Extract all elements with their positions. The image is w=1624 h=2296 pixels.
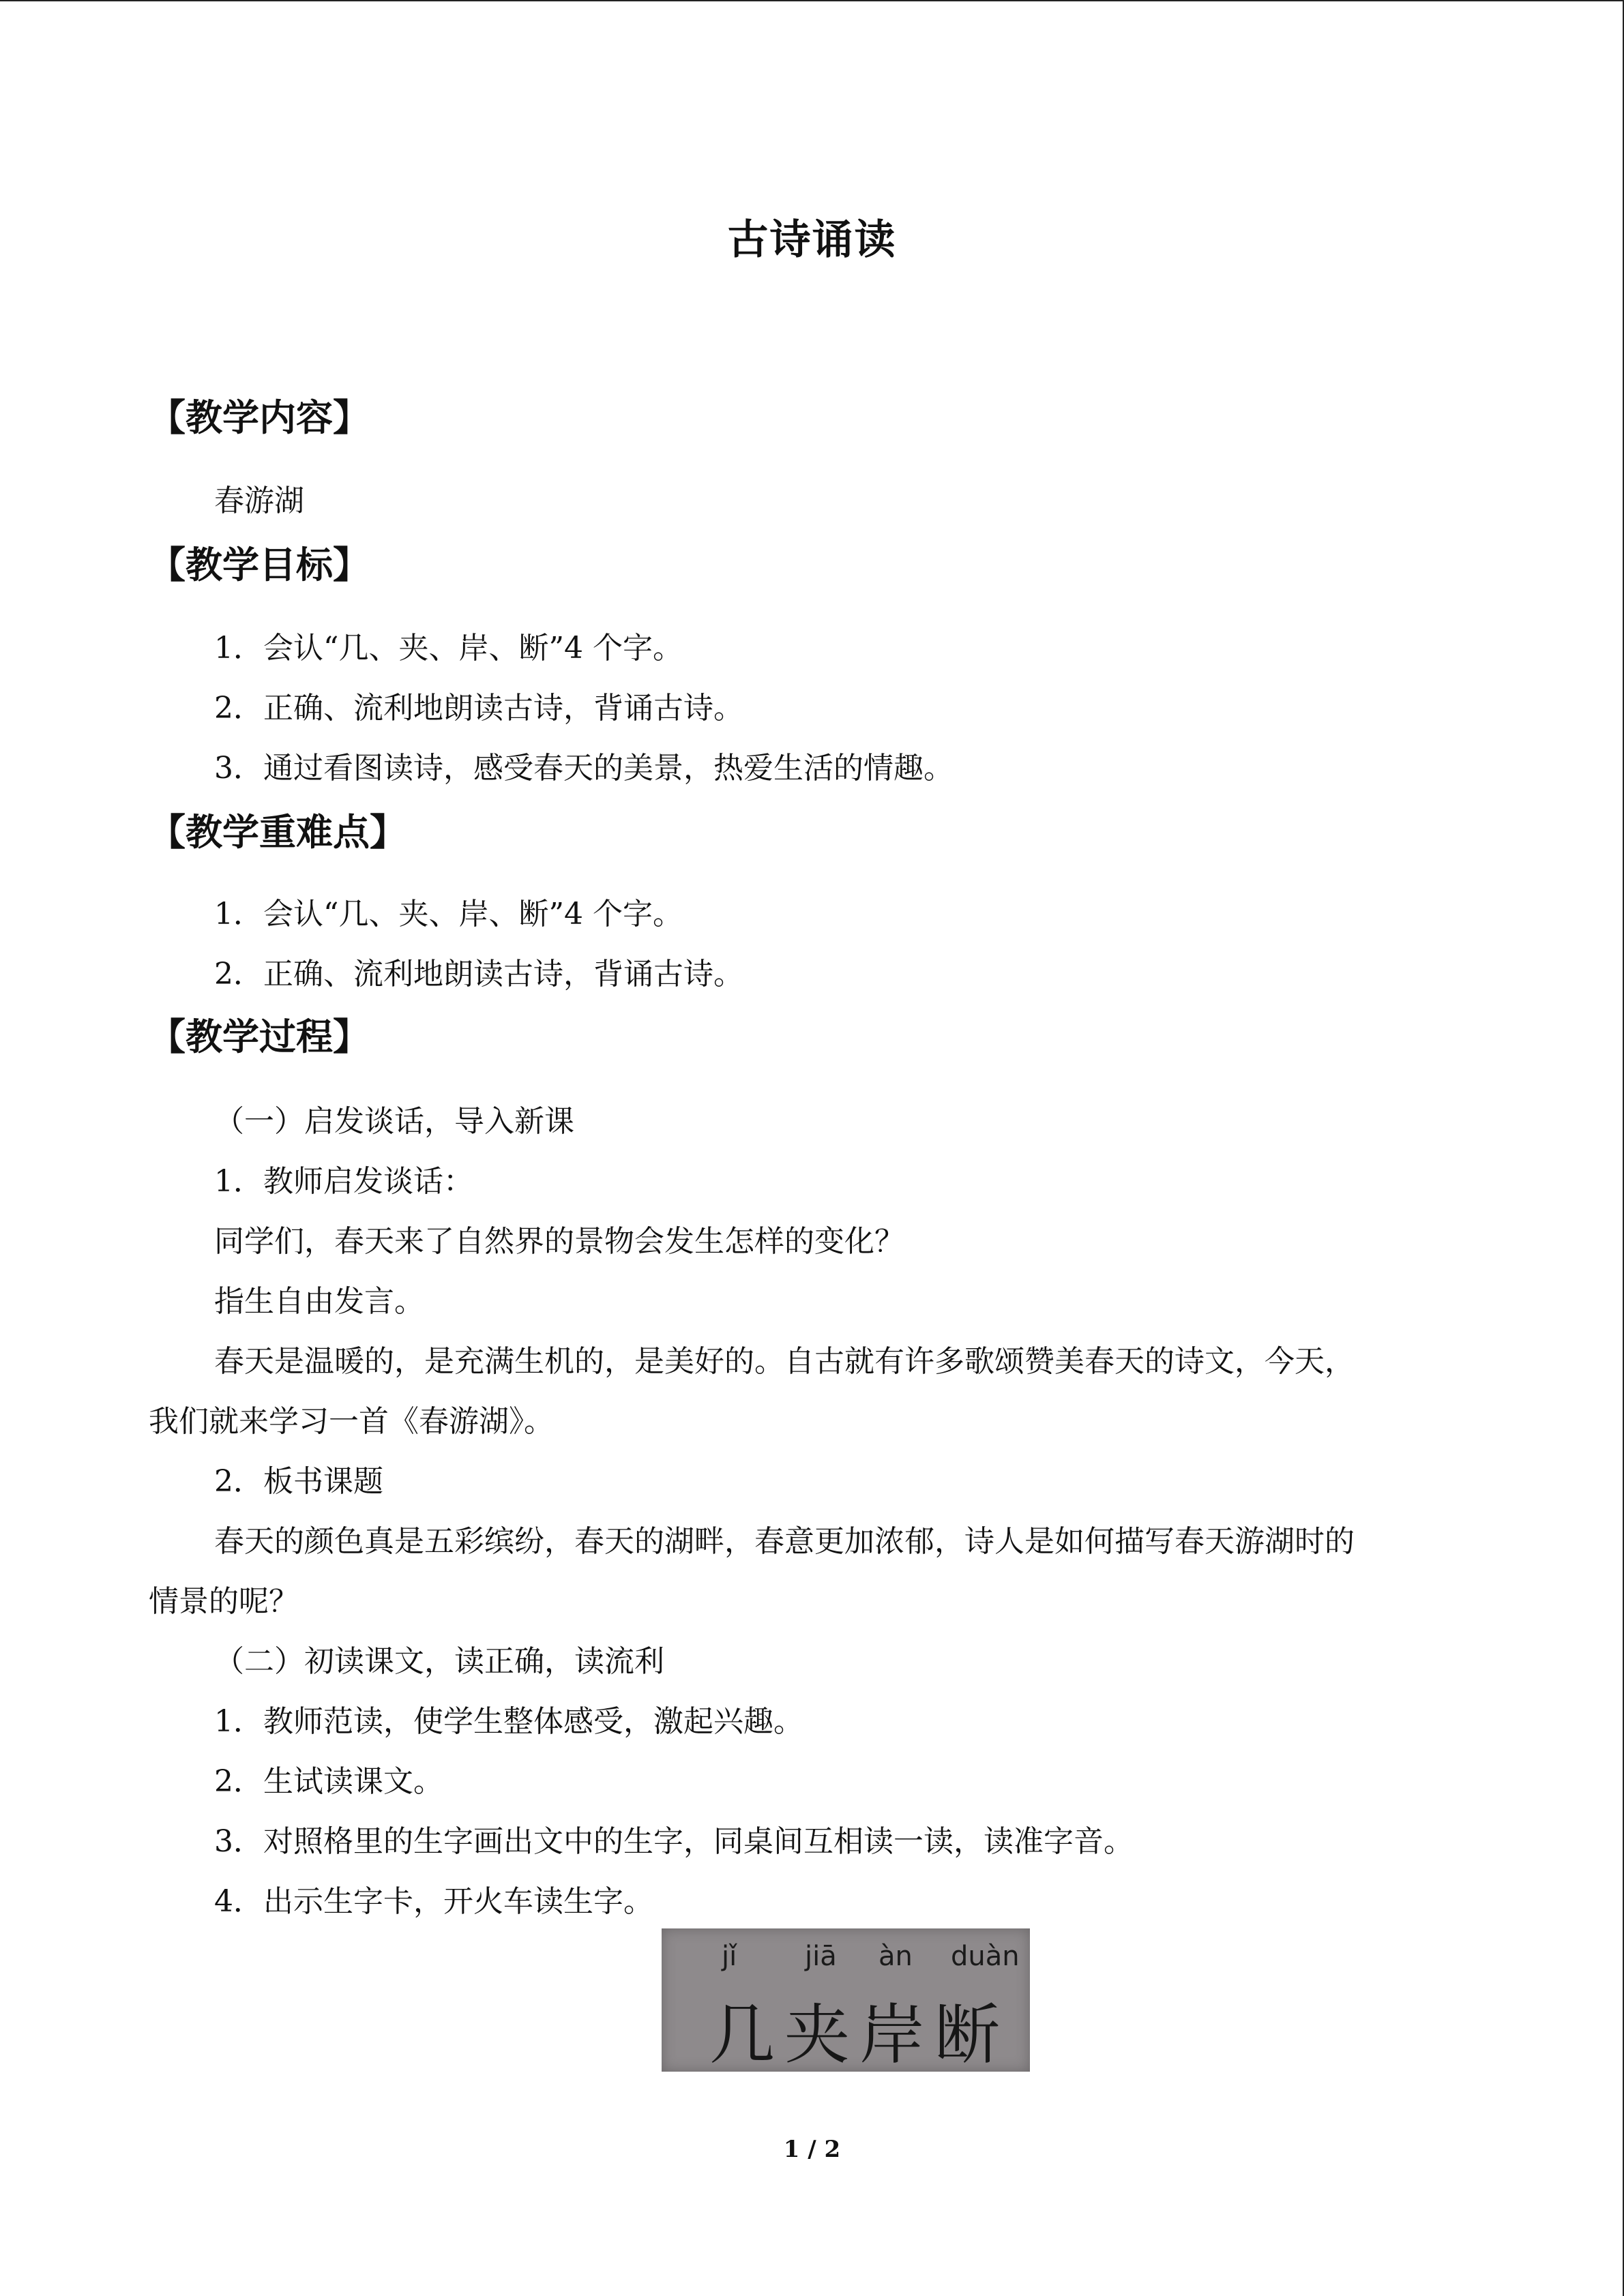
- paragraph: 2．生试读课文。: [214, 1764, 443, 1799]
- page-border-top: [0, 0, 1624, 1]
- list-item: 1．会认“几、夹、岸、断”4 个字。: [214, 631, 683, 666]
- char-duan: 断: [934, 1997, 1000, 2073]
- heading-teaching-goals: 【教学目标】: [149, 543, 370, 586]
- page-number: 1 / 2: [783, 2136, 841, 2163]
- paragraph: 3．对照格里的生字画出文中的生字，同桌间互相读一读，读准字音。: [214, 1824, 1134, 1859]
- list-item: 3．通过看图读诗，感受春天的美景，热爱生活的情趣。: [214, 751, 954, 786]
- paragraph: 春天的颜色真是五彩缤纷，春天的湖畔，春意更加浓郁，诗人是如何描写春天游湖时的: [214, 1524, 1355, 1559]
- char-an: 岸: [859, 1997, 925, 2073]
- heading-teaching-process: 【教学过程】: [149, 1015, 370, 1058]
- pinyin-an: àn: [879, 1941, 913, 1972]
- document-title: 古诗诵读: [727, 216, 897, 264]
- paragraph: 我们就来学习一首《春游湖》。: [149, 1404, 554, 1439]
- character-card: [662, 1928, 1030, 2072]
- pinyin-duan: duàn: [951, 1941, 1020, 1972]
- char-jia: 夹: [784, 1997, 850, 2073]
- subheading: （一）启发谈话，导入新课: [214, 1104, 574, 1139]
- heading-key-points: 【教学重难点】: [149, 811, 407, 854]
- paragraph: 同学们，春天来了自然界的景物会发生怎样的变化？: [214, 1224, 904, 1259]
- paragraph: 1．教师范读，使学生整体感受，激起兴趣。: [214, 1704, 803, 1739]
- list-item: 2．正确、流利地朗读古诗，背诵古诗。: [214, 691, 743, 726]
- paragraph: 春游湖: [214, 483, 304, 518]
- paragraph: 情景的呢？: [149, 1584, 299, 1619]
- pinyin-jia: jiā: [805, 1941, 837, 1972]
- paragraph: 春天是温暖的，是充满生机的，是美好的。自古就有许多歌颂赞美春天的诗文，今天，: [214, 1344, 1355, 1379]
- list-item: 2．正确、流利地朗读古诗，背诵古诗。: [214, 957, 743, 992]
- subheading: （二）初读课文，读正确，读流利: [214, 1644, 664, 1679]
- paragraph: 1．教师启发谈话：: [214, 1164, 473, 1199]
- paragraph: 2．板书课题: [214, 1464, 383, 1499]
- list-item: 1．会认“几、夹、岸、断”4 个字。: [214, 897, 683, 931]
- pinyin-ji: jǐ: [722, 1941, 737, 1972]
- char-ji: 几: [709, 1997, 775, 2073]
- paragraph: 指生自由发言。: [214, 1284, 424, 1319]
- heading-teaching-content: 【教学内容】: [149, 396, 370, 439]
- paragraph: 4．出示生字卡，开火车读生字。: [214, 1884, 653, 1919]
